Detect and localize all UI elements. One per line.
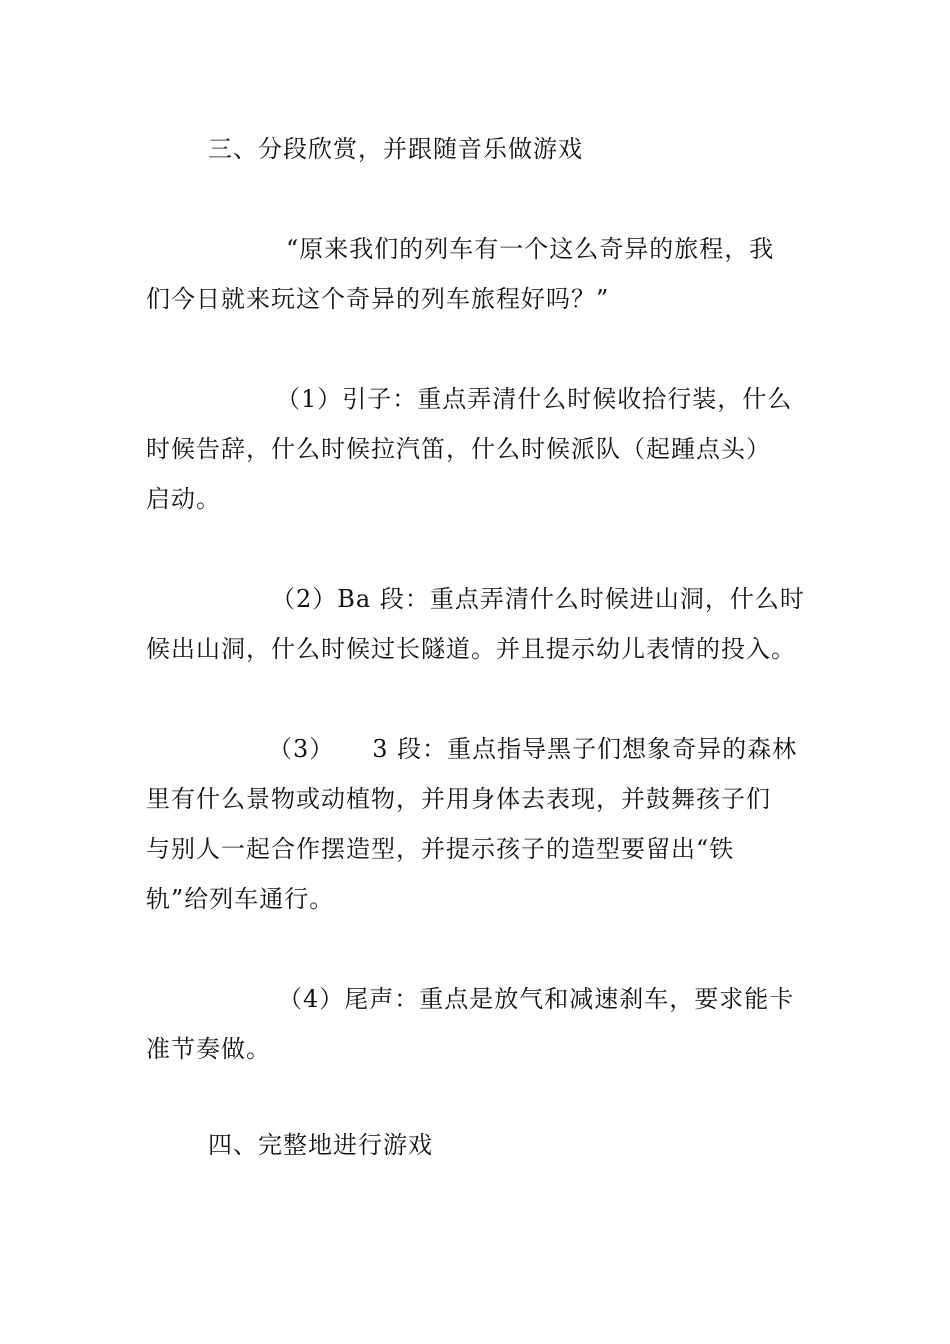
item-3-line-1: （3） 3 段：重点指导黑子们想象奇异的森林: [268, 735, 798, 763]
item-1-line-3: 启动。: [146, 485, 221, 513]
item-2-line-1: （2）Ba 段：重点弄清什么时候进山洞，什么时: [271, 585, 805, 613]
section-heading-4: [146, 1120, 806, 1170]
item-3-line-3: 与别人一起合作摆造型，并提示孩子的造型要留出“铁: [146, 835, 735, 863]
item-4-line-1: （4）尾声：重点是放气和减速刹车，要求能卡: [278, 985, 795, 1013]
item-3-line-2: 里有什么景物或动植物，并用身体去表现，并鼓舞孩子们: [146, 785, 771, 813]
item-4-paragraph: [146, 974, 806, 1074]
item-1-line-1: （1）引子：重点弄清什么时候收拾行装，什么: [276, 385, 793, 413]
quote-line-1: “原来我们的列车有一个这么奇异的旅程，我: [286, 235, 775, 263]
section-heading-3: [146, 124, 806, 174]
item-3-paragraph: [146, 724, 806, 924]
section-heading-4-text: 四、完整地进行游戏: [208, 1131, 433, 1159]
item-3-line-4: 轨”给列车通行。: [146, 885, 335, 913]
item-4-line-2: 准节奏做。: [146, 1035, 271, 1063]
quote-paragraph: [146, 224, 806, 324]
item-2-line-2: 候出山洞，什么时候过长隧道。并且提示幼儿表情的投入。: [146, 635, 796, 663]
item-2-paragraph: [146, 574, 806, 674]
section-heading-3-text: 三、分段欣赏，并跟随音乐做游戏: [208, 135, 583, 163]
quote-line-2: 们今日就来玩这个奇异的列车旅程好吗？”: [146, 285, 610, 313]
item-1-line-2: 时候告辞，什么时候拉汽笛，什么时候派队（起踵点头）: [146, 435, 771, 463]
item-1-paragraph: [146, 374, 806, 524]
